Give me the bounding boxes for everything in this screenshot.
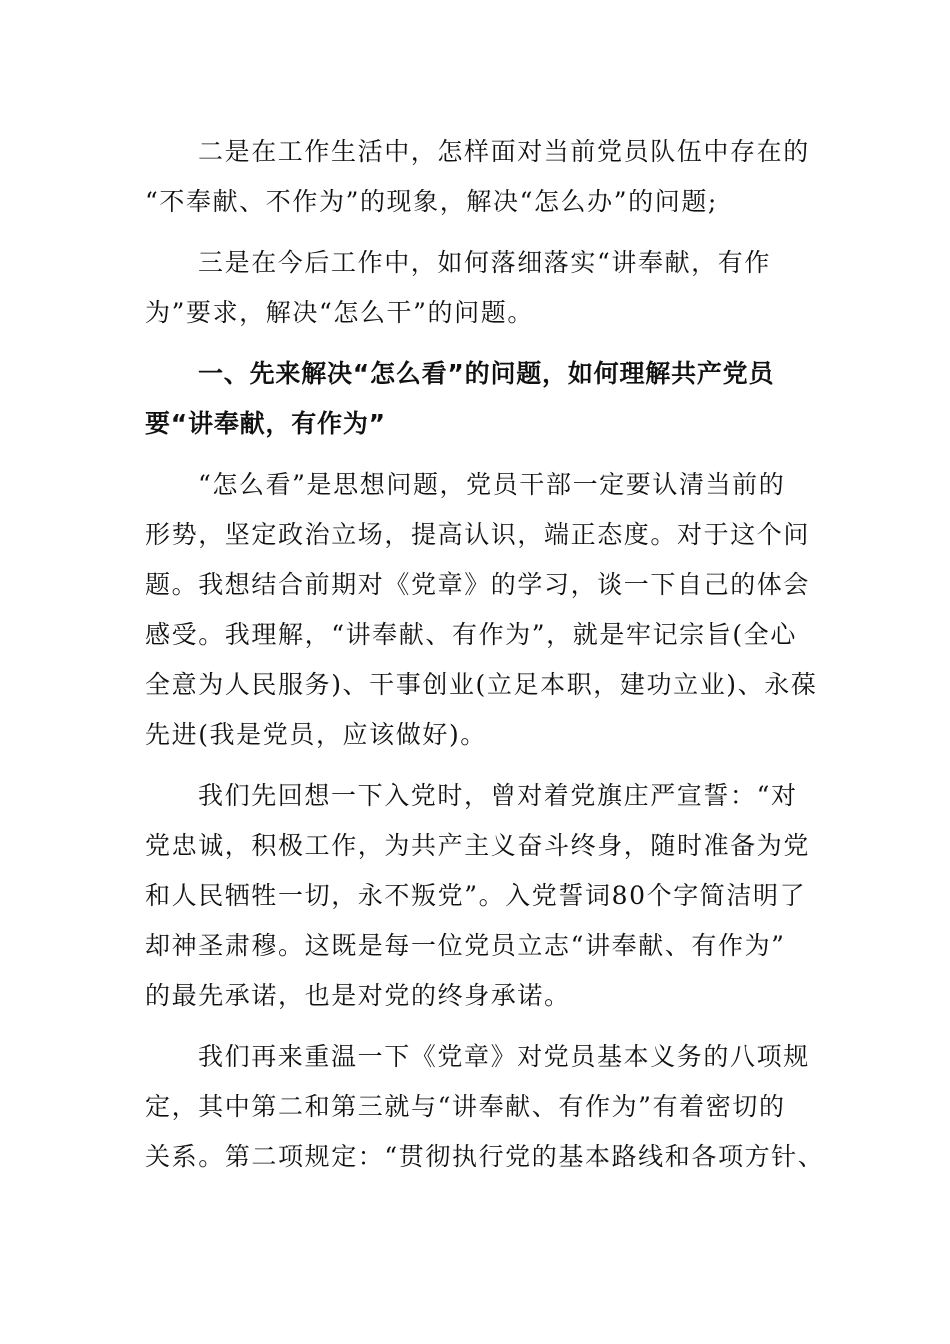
paragraph-3-line-6: 先进(我是党员，应该做好)。 [145,720,487,749]
paragraph-4-line-5: 的最先承诺，也是对党的终身承诺。 [145,981,571,1010]
paragraph-5-line-2: 定，其中第二和第三就与“讲奉献、有作为”有着密切的 [145,1092,786,1121]
paragraph-5-line-1: 我们再来重温一下《党章》对党员基本义务的八项规 [198,1042,810,1071]
paragraph-2-line-1: 三是在今后工作中，如何落细落实“讲奉献，有作 [198,248,771,277]
paragraph-3-line-3: 题。我想结合前期对《党章》的学习，谈一下自己的体会 [145,570,811,599]
paragraph-3-line-1: “怎么看”是思想问题，党员干部一定要认清当前的 [198,470,786,499]
section-heading-line-2: 要“讲奉献，有作为” [145,409,386,438]
paragraph-5-line-3: 关系。第二项规定：“贯彻执行党的基本路线和各项方针、 [145,1142,825,1171]
paragraph-1-line-1: 二是在工作生活中，怎样面对当前党员队伍中存在的 [198,137,810,166]
paragraph-4-line-1: 我们先回想一下入党时，曾对着党旗庄严宣誓：“对 [198,781,798,810]
paragraph-1-line-2: “不奉献、不作为”的现象，解决“怎么办”的问题; [145,187,718,216]
paragraph-3-line-5: 全意为人民服务)、干事创业(立足本职，建功立业)、永葆 [145,670,818,699]
paragraph-4-line-3: 和人民牺牲一切，永不叛党”。入党誓词80个字简洁明了 [145,881,807,910]
paragraph-4-line-4: 却神圣肃穆。这既是每一位党员立志“讲奉献、有作为” [145,931,786,960]
section-heading-line-1: 一、先来解决“怎么看”的问题，如何理解共产党员 [198,359,775,388]
paragraph-4-line-2: 党忠诚，积极工作，为共产主义奋斗终身，随时准备为党 [145,831,811,860]
paragraph-2-line-2: 为”要求，解决“怎么干”的问题。 [145,298,534,327]
paragraph-3-line-4: 感受。我理解，“讲奉献、有作为”，就是牢记宗旨(全心 [145,620,797,649]
paragraph-3-line-2: 形势，坚定政治立场，提高认识，端正态度。对于这个问 [145,520,811,549]
